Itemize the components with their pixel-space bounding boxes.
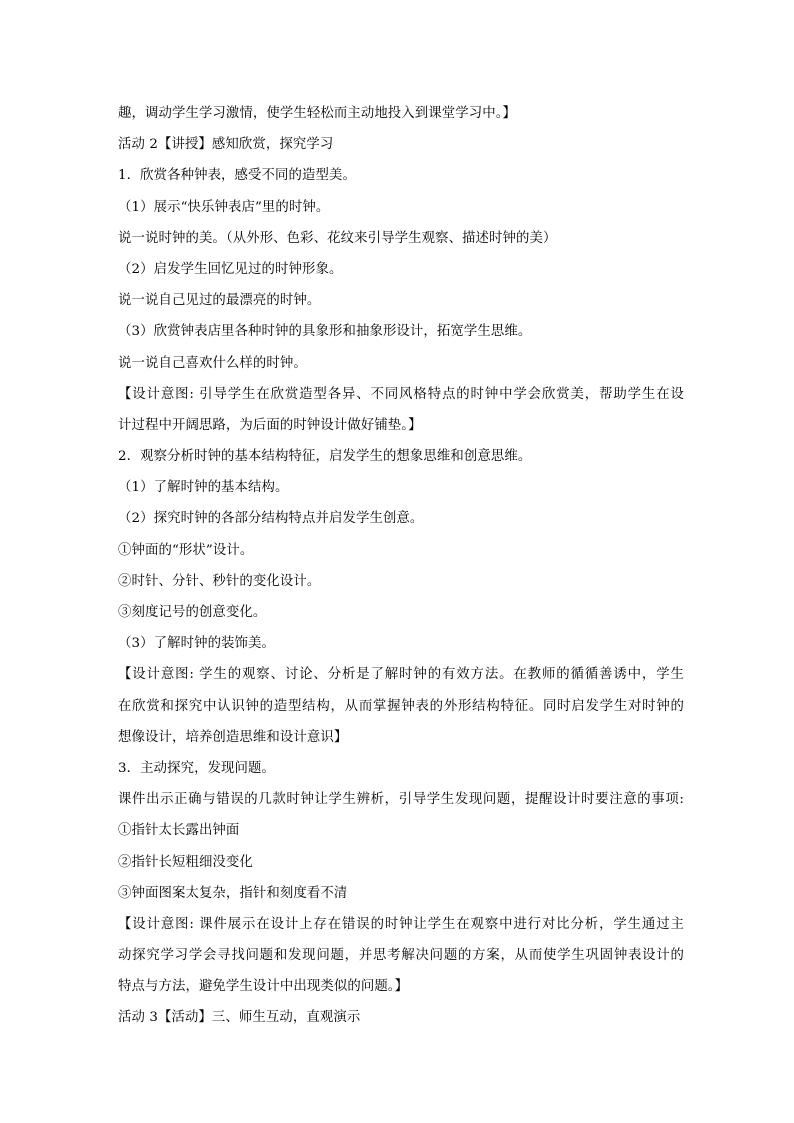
- text-line: 说一说自己见过的最漂亮的时钟。: [118, 293, 321, 309]
- list-item: ①指针太长露出钟面: [118, 823, 240, 839]
- text-line: （1）展示“快乐钟表店”里的时钟。: [118, 199, 330, 215]
- design-intent-line: 动探究学习学会寻找问题和发现问题，并思考解决问题的方案，从而使学生巩固钟表设计的: [118, 948, 684, 964]
- design-intent-line: 计过程中开阔思路，为后面的时钟设计做好铺垫。】: [118, 417, 422, 433]
- text-line: （3）了解时钟的装饰美。: [118, 636, 276, 652]
- text-line: （3）欣赏钟表店里各种时钟的具象形和抽象形设计，拓宽学生思维。: [118, 324, 532, 340]
- text-line: 说一说自己喜欢什么样的时钟。: [118, 355, 307, 371]
- document-body: [118, 98, 684, 1034]
- list-item: ③钟面图案太复杂，指针和刻度看不清: [118, 885, 348, 901]
- text-line: 课件出示正确与错误的几款时钟让学生辨析，引导学生发现问题，提醒设计时要注意的事项:: [118, 792, 684, 808]
- text-line: 1．欣赏各种钟表，感受不同的造型美。: [118, 168, 356, 184]
- list-item: ②时针、分针、秒针的变化设计。: [118, 573, 321, 589]
- text-line: 趣，调动学生学习激情，使学生轻松而主动地投入到课堂学习中。】: [118, 106, 517, 121]
- design-intent-line: 【设计意图: 引导学生在欣赏造型各异、不同风格特点的时钟中学会欣赏美，帮助学生在设: [118, 386, 684, 402]
- text-line: 3．主动探究，发现问题。: [118, 760, 276, 776]
- design-intent-line: 【设计意图: 课件展示在设计上存在错误的时钟让学生在观察中进行对比分析，学生通过主: [118, 916, 684, 932]
- text-line: （2）启发学生回忆见过的时钟形象。: [118, 261, 343, 277]
- list-item: ①钟面的“形状”设计。: [118, 542, 254, 558]
- text-line: 2．观察分析时钟的基本结构特征，启发学生的想象思维和创意思维。: [118, 449, 532, 465]
- section-heading: 活动 2【讲授】感知欣赏，探究学习: [118, 137, 334, 153]
- text-line: （2）探究时钟的各部分结构特点并启发学生创意。: [118, 511, 424, 527]
- design-intent-line: 【设计意图: 学生的观察、讨论、分析是了解时钟的有效方法。在教师的循循善诱中，学生: [118, 667, 684, 683]
- design-intent-line: 在欣赏和探究中认识钟的造型结构，从而掌握钟表的外形结构特征。同时启发学生对时钟的: [118, 698, 684, 714]
- design-intent-line: 特点与方法，避免学生设计中出现类似的问题。】: [118, 979, 409, 995]
- text-line: 说一说时钟的美。（从外形、色彩、花纹来引导学生观察、描述时钟的美）: [118, 230, 557, 246]
- section-heading: 活动 3【活动】三、师生互动，直观演示: [118, 1010, 361, 1026]
- list-item: ③刻度记号的创意变化。: [118, 605, 267, 620]
- text-line: （1）了解时钟的基本结构。: [118, 480, 289, 496]
- list-item: ②指针长短粗细没变化: [118, 854, 253, 870]
- design-intent-line: 想像设计，培养创造思维和设计意识】: [118, 729, 348, 745]
